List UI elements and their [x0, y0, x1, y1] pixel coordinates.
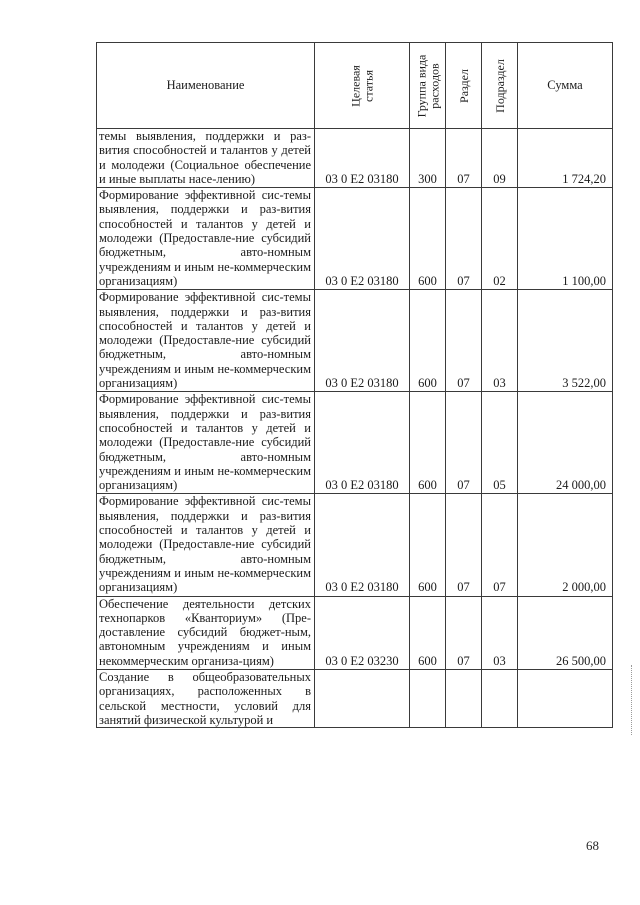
cell-expense-group: 300 [410, 129, 446, 188]
cell-subsection: 02 [482, 188, 518, 290]
header-target-article-label: Целевая статья [348, 64, 375, 107]
cell-amount: 24 000,00 [518, 392, 613, 494]
cell-section: 07 [446, 290, 482, 392]
cell-amount: 1 724,20 [518, 129, 613, 188]
cell-target-article: 03 0 Е2 03180 [315, 129, 410, 188]
cell-amount: 26 500,00 [518, 596, 613, 669]
cell-subsection: 07 [482, 494, 518, 596]
table-row [97, 596, 613, 669]
cell-target-article: 03 0 Е2 03180 [315, 188, 410, 290]
scan-artifact-dots [631, 665, 632, 735]
table-row [97, 129, 613, 188]
cell-name: Формирование эффективной сис-темы выявления, поддержки и раз-вития способностей и талантов у детей и молодежи (Предоставле-ние субсидий бюджетным, авто-номным учреждениям и иным не-коммерческим организациям) [97, 290, 315, 392]
budget-table [96, 42, 613, 728]
table-row [97, 290, 613, 392]
table-header-row [97, 43, 613, 129]
table-row [97, 669, 613, 727]
cell-section [446, 669, 482, 727]
cell-subsection [482, 669, 518, 727]
cell-subsection: 05 [482, 392, 518, 494]
cell-expense-group: 600 [410, 188, 446, 290]
table-row [97, 188, 613, 290]
header-name: Наименование [97, 43, 315, 129]
header-expense-group [410, 43, 446, 129]
cell-target-article: 03 0 Е2 03230 [315, 596, 410, 669]
header-subsection-label: Подраздел [492, 58, 507, 113]
cell-target-article: 03 0 Е2 03180 [315, 290, 410, 392]
header-subsection [482, 43, 518, 129]
table-row [97, 494, 613, 596]
cell-name: Обеспечение деятельности детских технопарков «Кванториум» (Пре-доставление субсидий бюджет-ным, автономным учреждениям и иным некоммерческим организа-циям) [97, 596, 315, 669]
cell-expense-group [410, 669, 446, 727]
cell-amount: 2 000,00 [518, 494, 613, 596]
header-expense-group-label: Группа вида расходов [414, 54, 441, 117]
cell-name: Создание в общеобразовательных организациях, расположенных в сельской местности, условий для занятий физической культурой и [97, 669, 315, 727]
cell-name: Формирование эффективной сис-темы выявления, поддержки и раз-вития способностей и талантов у детей и молодежи (Предоставле-ние субсидий бюджетным, авто-номным учреждениям и иным не-коммерческим организациям) [97, 392, 315, 494]
cell-name: темы выявления, поддержки и раз-вития способностей и талантов у детей и молодежи (Социальное обеспечение и иные выплаты насе-лению) [97, 129, 315, 188]
cell-name: Формирование эффективной сис-темы выявления, поддержки и раз-вития способностей и талантов у детей и молодежи (Предоставле-ние субсидий бюджетным, авто-номным учреждениям и иным не-коммерческим организациям) [97, 494, 315, 596]
header-target-article [315, 43, 410, 129]
cell-target-article: 03 0 Е2 03180 [315, 494, 410, 596]
header-amount: Сумма [518, 43, 613, 129]
cell-amount: 3 522,00 [518, 290, 613, 392]
table-row [97, 392, 613, 494]
cell-subsection: 03 [482, 290, 518, 392]
cell-section: 07 [446, 392, 482, 494]
cell-amount: 1 100,00 [518, 188, 613, 290]
header-section [446, 43, 482, 129]
cell-target-article [315, 669, 410, 727]
header-section-label: Раздел [456, 68, 471, 103]
cell-section: 07 [446, 188, 482, 290]
cell-amount [518, 669, 613, 727]
cell-expense-group: 600 [410, 392, 446, 494]
cell-expense-group: 600 [410, 596, 446, 669]
cell-section: 07 [446, 129, 482, 188]
cell-subsection: 03 [482, 596, 518, 669]
cell-expense-group: 600 [410, 494, 446, 596]
cell-name: Формирование эффективной сис-темы выявления, поддержки и раз-вития способностей и талантов у детей и молодежи (Предоставле-ние субсидий бюджетным, авто-номным учреждениям и иным не-коммерческим организациям) [97, 188, 315, 290]
cell-section: 07 [446, 596, 482, 669]
cell-subsection: 09 [482, 129, 518, 188]
cell-target-article: 03 0 Е2 03180 [315, 392, 410, 494]
cell-section: 07 [446, 494, 482, 596]
page-number: 68 [586, 838, 599, 853]
cell-expense-group: 600 [410, 290, 446, 392]
